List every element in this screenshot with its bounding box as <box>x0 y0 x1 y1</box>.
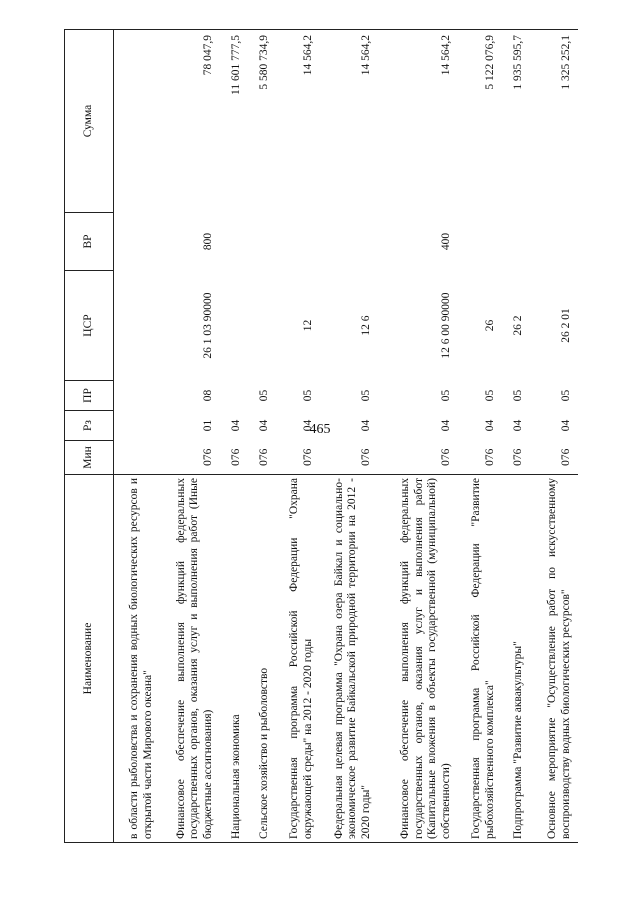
row-name: Финансовое обеспечение выполнения функций федеральных государственных органов, оказания услуг и выполнения работ (Капитальные вложения в объекты государственной (муниципальной) собственности) <box>378 475 458 843</box>
row-vr: 400 <box>439 232 452 251</box>
row-name: в области рыболовства и сохранения водных биологических ресурсов и открытой части Мирового океана" <box>114 475 160 843</box>
row-min: 076 <box>229 448 242 466</box>
row-csr: 26 2 01 <box>559 308 572 343</box>
row-csr: 12 <box>301 319 314 332</box>
row-sum: 5 122 076,9 <box>458 30 502 213</box>
row-rz: 04 <box>559 419 572 432</box>
row-vr <box>502 213 530 271</box>
row-sum: 1 935 595,7 <box>502 30 530 213</box>
row-rz: 04 <box>511 419 524 432</box>
table-row <box>220 30 248 843</box>
row-min: 076 <box>559 448 572 466</box>
row-min: 076 <box>257 448 270 466</box>
row-min <box>114 441 160 475</box>
row-csr <box>114 271 160 381</box>
row-name: Основное мероприятие "Осуществление работ по искусственному воспроизводству водных биологических ресурсов" <box>530 475 578 843</box>
row-pr <box>114 381 160 411</box>
page-number: 465 <box>309 422 331 437</box>
row-pr: 05 <box>301 389 314 402</box>
row-pr: 05 <box>511 389 524 402</box>
row-pr: 05 <box>257 389 270 402</box>
row-sum: 11 601 777,5 <box>220 30 248 213</box>
row-pr <box>220 381 248 411</box>
row-rz: 04 <box>483 419 496 432</box>
row-name: Государственная программа Российской Федерации "Развитие рыбохозяйственного комплекса" <box>458 475 502 843</box>
header-name: Наименование <box>65 475 114 843</box>
row-sum: 14 564,2 <box>320 30 378 213</box>
table-row <box>276 30 320 843</box>
row-csr: 26 1 03 90000 <box>201 292 214 359</box>
row-sum: 14 564,2 <box>276 30 320 213</box>
row-vr <box>276 213 320 271</box>
row-sum: 1 325 252,1 <box>530 30 578 213</box>
row-rz: 04 <box>301 419 314 432</box>
row-csr <box>248 271 276 381</box>
header-csr: ЦСР <box>65 271 114 381</box>
row-pr: 05 <box>439 389 452 402</box>
row-vr <box>248 213 276 271</box>
table-header-row <box>65 30 114 843</box>
row-min: 076 <box>439 448 452 466</box>
row-rz <box>114 411 160 441</box>
header-vr: ВР <box>65 213 114 271</box>
row-min: 076 <box>511 448 524 466</box>
row-vr: 800 <box>201 232 214 251</box>
row-min: 076 <box>201 448 214 466</box>
row-csr: 26 <box>483 319 496 332</box>
row-rz: 01 <box>201 419 214 432</box>
header-sum: Сумма <box>65 30 114 213</box>
row-sum <box>114 30 160 213</box>
row-sum: 5 580 734,9 <box>248 30 276 213</box>
row-vr <box>530 213 578 271</box>
row-sum: 14 564,2 <box>378 30 458 213</box>
row-min: 076 <box>483 448 496 466</box>
row-name: Национальная экономика <box>220 475 248 843</box>
budget-table-rotated <box>64 30 624 843</box>
row-pr: 05 <box>359 389 372 402</box>
row-name: Государственная программа Российской Федерации "Охрана окружающей среды" на 2012 - 2020 годы <box>276 475 320 843</box>
table-row <box>378 30 458 843</box>
row-csr <box>220 271 248 381</box>
table-row <box>248 30 276 843</box>
row-csr: 26 2 <box>511 315 524 336</box>
row-csr: 12 6 <box>359 315 372 336</box>
table-row <box>320 30 378 843</box>
table-row <box>458 30 502 843</box>
row-rz: 04 <box>439 419 452 432</box>
row-vr <box>320 213 378 271</box>
table-row <box>114 30 160 843</box>
row-name: Подпрограмма "Развитие аквакультуры" <box>502 475 530 843</box>
row-vr <box>220 213 248 271</box>
row-name: Сельское хозяйство и рыболовство <box>248 475 276 843</box>
row-rz: 04 <box>359 419 372 432</box>
row-sum: 78 047,9 <box>160 30 220 213</box>
row-pr: 05 <box>483 389 496 402</box>
row-min: 076 <box>301 448 314 466</box>
row-name: Федеральная целевая программа "Охрана озера Байкал и социально-экономическое развитие Байкальской природной территории на 2012 - 2020 годы" <box>320 475 378 843</box>
row-pr: 05 <box>559 389 572 402</box>
row-rz: 04 <box>229 419 242 432</box>
table-row <box>160 30 220 843</box>
row-name: Финансовое обеспечение выполнения функций федеральных государственных органов, оказания услуг и выполнения работ (Иные бюджетные ассигнования) <box>160 475 220 843</box>
header-rz: Рз <box>65 411 114 441</box>
header-min: Мин <box>65 441 114 475</box>
row-rz: 04 <box>257 419 270 432</box>
table-row <box>530 30 578 843</box>
table-row <box>502 30 530 843</box>
row-min: 076 <box>359 448 372 466</box>
row-vr <box>114 213 160 271</box>
row-pr: 08 <box>201 389 214 402</box>
row-vr <box>458 213 502 271</box>
header-pr: ПР <box>65 381 114 411</box>
budget-table <box>64 29 578 843</box>
row-csr: 12 6 00 90000 <box>439 292 452 359</box>
